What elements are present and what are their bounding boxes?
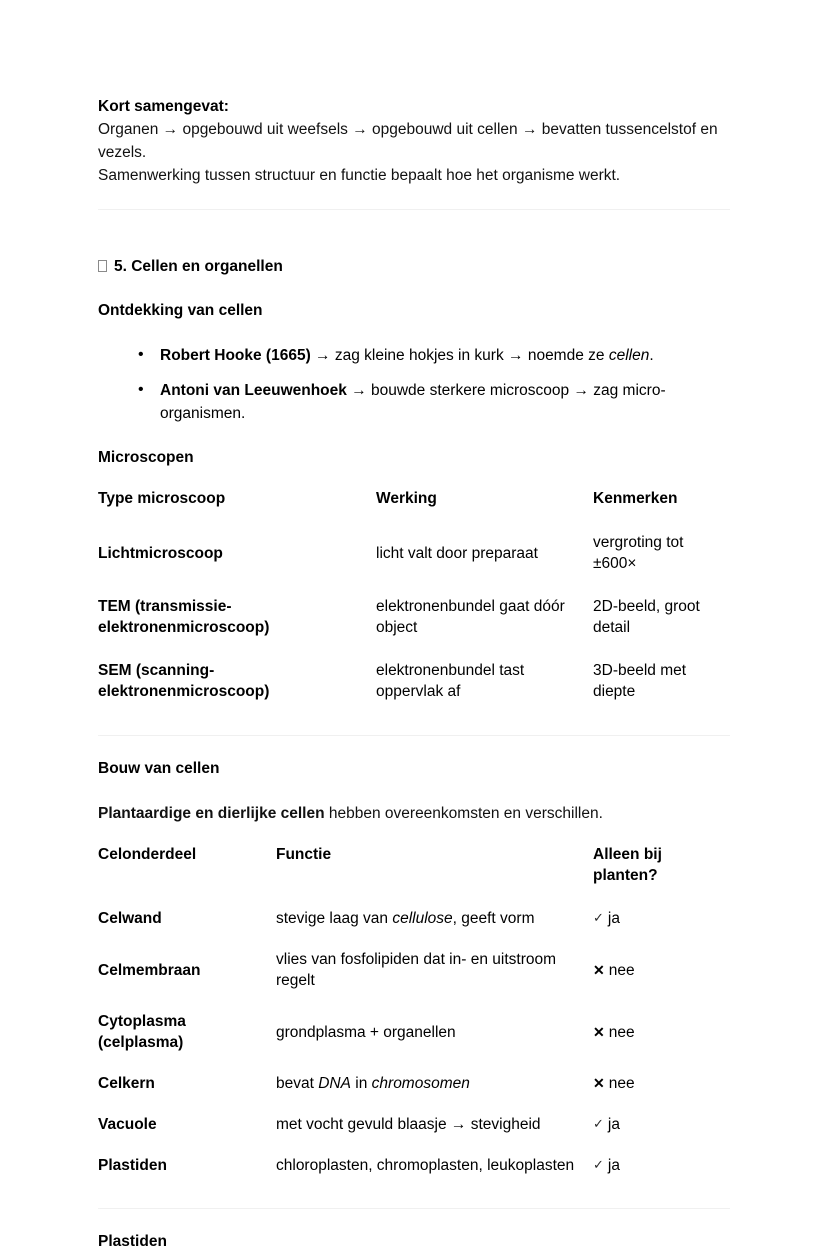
subheading-ontdekking-van-cellen: Ontdekking van cellen xyxy=(98,302,263,319)
table-header-row xyxy=(98,482,730,521)
cell-functie xyxy=(276,1104,593,1145)
cell-type: SEM (scanning-elektronenmicroscoop) xyxy=(98,662,270,700)
spacer xyxy=(98,425,730,447)
bouw-intro-bold: Plantaardige en dierlijke cellen xyxy=(98,805,325,822)
bullet-bold-term: Robert Hooke (1665) xyxy=(160,347,311,364)
cell-alleen-bij-planten xyxy=(593,1145,730,1186)
table-row xyxy=(98,1104,730,1145)
spacer xyxy=(98,825,730,838)
cross-icon: ✕ xyxy=(593,1023,605,1040)
answer-label: nee xyxy=(608,1023,635,1041)
list-item xyxy=(98,379,730,425)
cell-alleen-bij-planten xyxy=(593,1001,730,1063)
table-row xyxy=(98,585,730,649)
table-celonderdelen xyxy=(98,838,730,1186)
table-row xyxy=(98,898,730,939)
arrow-icon: → xyxy=(521,121,538,138)
functie-italic-2: chromosomen xyxy=(371,1075,470,1092)
cell-kenmerken: vergroting tot ±600× xyxy=(593,534,684,572)
table-row xyxy=(98,1001,730,1063)
summary-line1-part3: opgebouwd uit cellen xyxy=(367,121,522,138)
answer-label: ja xyxy=(607,1116,620,1133)
spacer xyxy=(98,210,730,256)
cross-icon: ✕ xyxy=(593,961,605,978)
cell-werking: licht valt door preparaat xyxy=(376,544,538,562)
column-header-alleen-bij-planten: Alleen bij planten? xyxy=(593,846,662,884)
faint-rule-1 xyxy=(98,209,730,210)
cell-onderdeel: Plastiden xyxy=(98,1157,167,1174)
table-row xyxy=(98,939,730,1001)
spacer xyxy=(98,1186,730,1208)
table-row xyxy=(98,1145,730,1186)
column-header-type-microscoop: Type microscoop xyxy=(98,490,226,507)
spacer xyxy=(98,780,730,802)
functie-italic: DNA xyxy=(318,1075,351,1092)
cell-type: TEM (transmissie-elektronenmicroscoop) xyxy=(98,598,270,636)
answer-label: ja xyxy=(607,910,620,927)
spacer xyxy=(98,278,730,300)
cell-type: Lichtmicroscoop xyxy=(98,544,223,562)
cell-onderdeel: Cytoplasma (celplasma) xyxy=(98,1013,186,1051)
table-row xyxy=(98,521,730,585)
functie-text: vlies van fosfolipiden dat in- en uitstroom regelt xyxy=(276,951,557,989)
functie-text: stevige laag van xyxy=(276,910,393,927)
functie-text: chloroplasten, chromoplasten, leukoplasten xyxy=(276,1157,575,1174)
document-content xyxy=(98,95,730,1253)
cross-icon: ✕ xyxy=(593,1075,605,1091)
spacer xyxy=(98,713,730,735)
check-icon: ✓ xyxy=(593,1116,604,1131)
column-header-celonderdeel: Celonderdeel xyxy=(98,846,197,863)
discovery-bullet-list xyxy=(98,344,730,425)
cell-alleen-bij-planten xyxy=(593,898,730,939)
cell-onderdeel: Vacuole xyxy=(98,1116,157,1133)
bouw-intro-paragraph xyxy=(98,802,730,825)
cell-alleen-bij-planten xyxy=(593,1104,730,1145)
summary-line1-part2: opgebouwd uit weefsels xyxy=(178,121,353,138)
subheading-microscopen: Microscopen xyxy=(98,449,194,466)
bullet-bold-term: Antoni van Leeuwenhoek xyxy=(160,382,347,399)
cell-alleen-bij-planten xyxy=(593,939,730,1001)
column-header-kenmerken: Kenmerken xyxy=(593,490,678,507)
cell-werking: elektronenbundel gaat dóór object xyxy=(376,598,565,636)
summary-block xyxy=(98,95,730,187)
arrow-icon: → xyxy=(162,121,179,138)
cell-functie xyxy=(276,939,593,1001)
cell-functie xyxy=(276,898,593,939)
functie-text-mid: in xyxy=(350,1075,372,1092)
check-icon: ✓ xyxy=(593,910,604,925)
functie-text: grondplasma + organellen xyxy=(276,1023,456,1041)
cell-alleen-bij-planten xyxy=(593,1063,730,1104)
cell-onderdeel: Celwand xyxy=(98,910,162,927)
bullet-text: → zag kleine hokjes in kurk → noemde ze xyxy=(310,347,609,364)
cell-werking: elektronenbundel tast oppervlak af xyxy=(376,662,525,700)
answer-label: nee xyxy=(608,1075,635,1092)
summary-line1-part4: bevatten tussencelstof en vezels. xyxy=(98,121,718,161)
functie-text: bevat xyxy=(276,1075,319,1092)
faint-rule-3 xyxy=(98,1208,730,1209)
column-header-werking: Werking xyxy=(376,490,437,507)
arrow-icon: → xyxy=(352,121,368,138)
tofu-box-icon xyxy=(98,260,107,272)
cell-kenmerken: 3D-beeld met diepte xyxy=(593,662,687,700)
spacer xyxy=(98,187,730,209)
functie-text-tail: , geeft vorm xyxy=(452,910,535,927)
table-row xyxy=(98,1063,730,1104)
cell-kenmerken: 2D-beeld, groot detail xyxy=(593,598,700,636)
table-header-row xyxy=(98,838,730,898)
check-icon: ✓ xyxy=(593,1157,604,1172)
summary-line1-part1: Organen xyxy=(98,121,163,138)
cell-functie xyxy=(276,1145,593,1186)
bullet-text: → bouwde sterkere microscoop → zag micro-organismen. xyxy=(160,382,666,422)
spacer xyxy=(98,469,730,482)
cell-onderdeel: Celkern xyxy=(98,1075,155,1092)
cell-functie xyxy=(276,1001,593,1063)
bullet-text-tail: . xyxy=(649,347,654,364)
spacer xyxy=(98,736,730,758)
functie-text: met vocht gevuld blaasje → stevigheid xyxy=(276,1116,541,1133)
spacer xyxy=(98,1209,730,1231)
section-heading-label: 5. Cellen en organellen xyxy=(114,258,283,275)
summary-line-1 xyxy=(98,118,730,164)
faint-rule-2 xyxy=(98,735,730,736)
answer-label: ja xyxy=(607,1157,620,1174)
functie-italic: cellulose xyxy=(392,910,453,927)
table-row xyxy=(98,649,730,713)
answer-label: nee xyxy=(608,961,635,979)
table-microscopen xyxy=(98,482,730,713)
section-heading-cellen-en-organellen xyxy=(98,256,730,278)
bouw-intro-rest: hebben overeenkomsten en verschillen. xyxy=(324,805,603,822)
column-header-functie: Functie xyxy=(276,846,332,863)
bullet-italic-term: cellen xyxy=(608,347,650,364)
cell-functie xyxy=(276,1063,593,1104)
summary-title: Kort samengevat: xyxy=(98,98,229,115)
subheading-plastiden: Plastiden xyxy=(98,1233,167,1250)
spacer xyxy=(98,322,730,344)
subheading-bouw-van-cellen: Bouw van cellen xyxy=(98,760,220,777)
summary-line-2: Samenwerking tussen structuur en functie bepaalt hoe het organisme werkt. xyxy=(98,167,621,184)
list-item xyxy=(98,344,730,367)
cell-onderdeel: Celmembraan xyxy=(98,961,201,979)
